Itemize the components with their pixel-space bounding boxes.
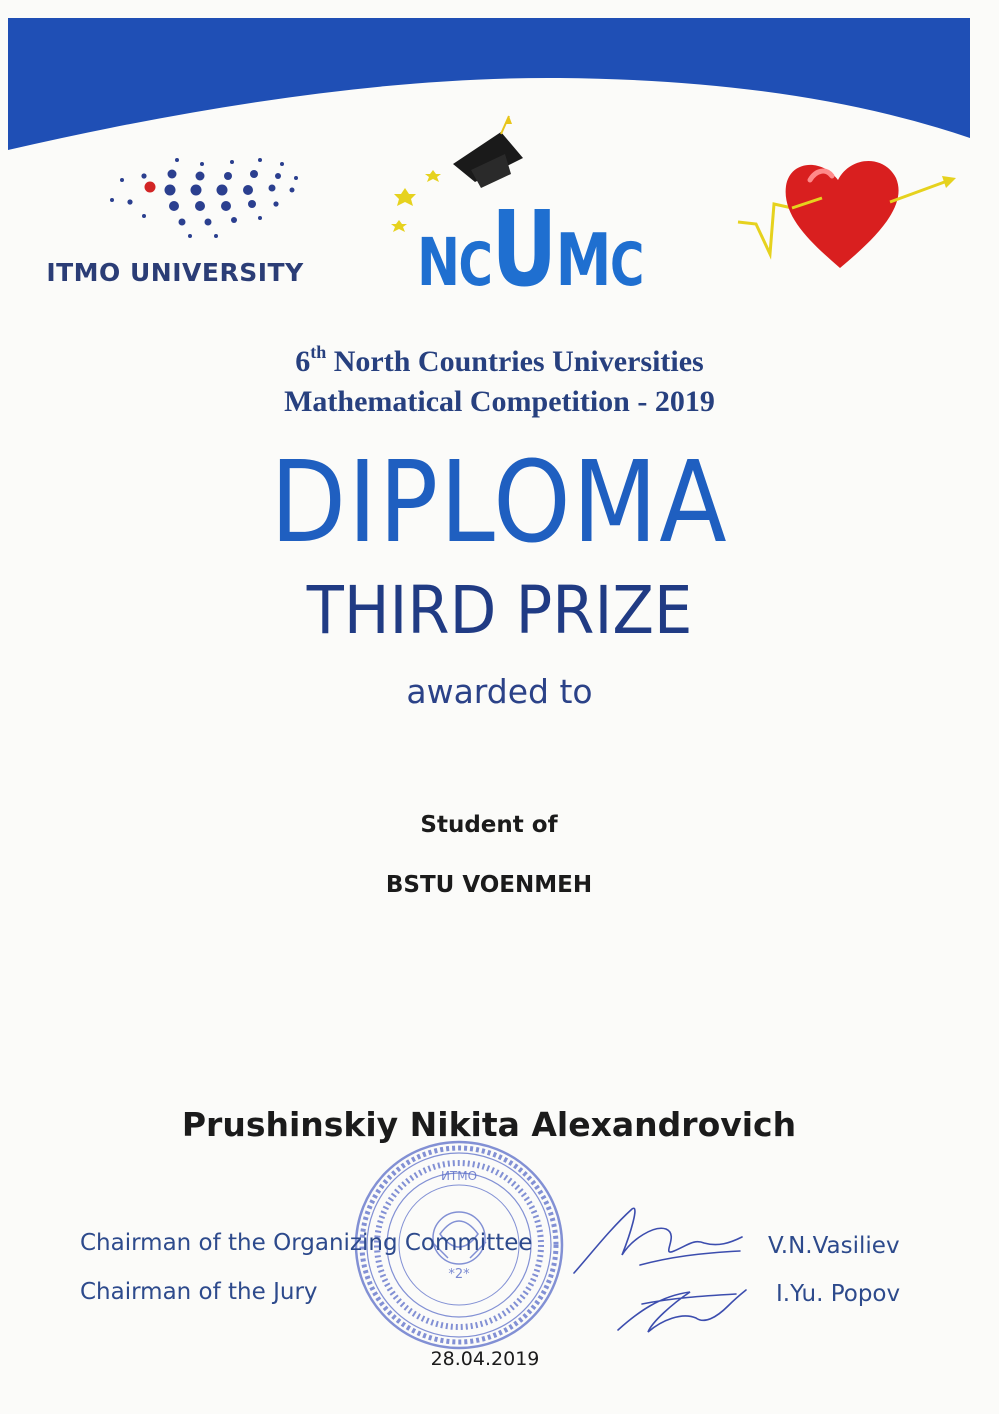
issue-date: 28.04.2019 bbox=[430, 1348, 540, 1370]
itmo-dots-icon bbox=[82, 150, 302, 240]
handwritten-signature-1 bbox=[570, 1195, 745, 1285]
jury-chairman-name: I.Yu. Popov bbox=[776, 1281, 901, 1307]
itmo-logo bbox=[30, 150, 320, 300]
seal-center-text: *2* bbox=[448, 1267, 470, 1282]
diploma-heading-text: DIPLOMA bbox=[270, 438, 729, 568]
institution-name: BSTU VOENMEH bbox=[385, 872, 593, 898]
ncumc-wordmark bbox=[417, 188, 643, 310]
organizing-chairman-name: V.N.Vasiliev bbox=[768, 1233, 900, 1259]
ncumc-logo bbox=[385, 112, 643, 310]
seal-ring-text: ИТМО bbox=[440, 1169, 478, 1183]
ncumc-letter-c1: C bbox=[458, 230, 492, 300]
edition-suffix: th bbox=[310, 342, 327, 362]
heart-arrow-icon bbox=[730, 150, 970, 280]
handwritten-signature-2 bbox=[612, 1282, 752, 1337]
competition-line-2: Mathematical Competition - 2019 bbox=[284, 385, 715, 418]
organizing-chairman-role: Chairman of the Organizing Committee bbox=[80, 1230, 533, 1256]
jury-chairman-role: Chairman of the Jury bbox=[80, 1279, 318, 1305]
ncumc-letter-n: N bbox=[417, 224, 459, 301]
competition-title bbox=[0, 342, 999, 422]
competition-line-1: North Countries Universities bbox=[333, 345, 704, 378]
diploma-heading bbox=[0, 438, 999, 568]
ncumc-letter-u: U bbox=[491, 188, 556, 310]
ncumc-letter-m: M bbox=[555, 218, 610, 302]
student-of-label: Student of bbox=[420, 812, 558, 838]
awarded-to-text: awarded to bbox=[406, 672, 593, 711]
ncumc-letter-c2: C bbox=[609, 230, 643, 300]
prize-heading-text: THIRD PRIZE bbox=[306, 572, 693, 649]
recipient-name: Prushinskiy Nikita Alexandrovich bbox=[181, 1105, 797, 1144]
itmo-name: ITMO UNIVERSITY bbox=[46, 258, 304, 287]
prize-heading bbox=[0, 568, 999, 654]
edition-number: 6 bbox=[295, 345, 311, 378]
